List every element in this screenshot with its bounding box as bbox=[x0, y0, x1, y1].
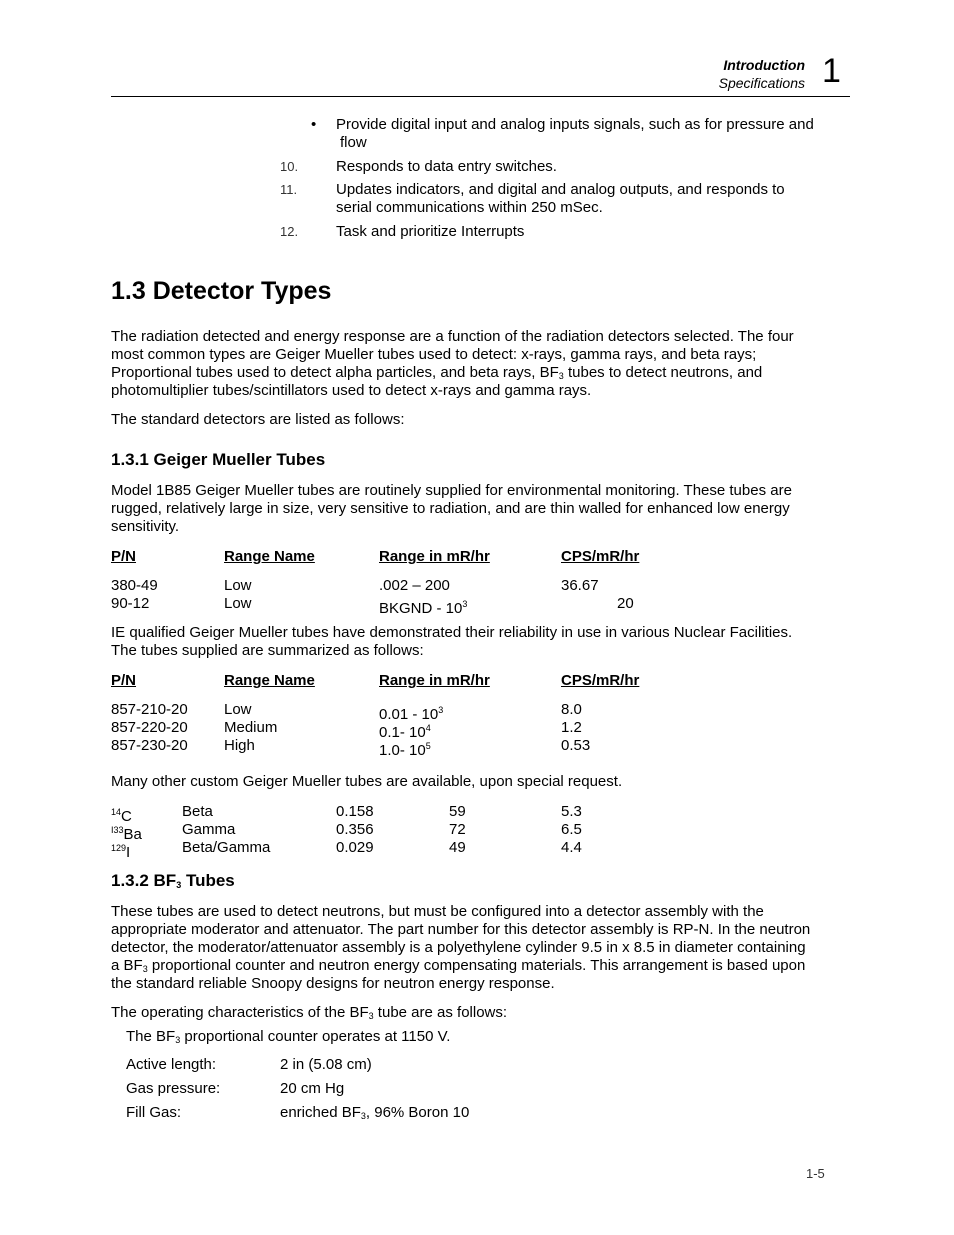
list-number-10: 10. bbox=[280, 159, 299, 174]
table1-cell-pn: 380-49 bbox=[111, 577, 158, 594]
table3-cell-type: Beta bbox=[182, 803, 213, 820]
table3-cell-type: Gamma bbox=[182, 821, 236, 838]
table2-cell-pn: 857-220-20 bbox=[111, 719, 188, 736]
table2-cell-range: 1.0- $10^5$ bbox=[379, 741, 431, 759]
table1-cell-range: BKGND - $10^3$ bbox=[379, 599, 468, 617]
table2-cell-cps: 8.0 bbox=[561, 701, 582, 718]
table1-cell-name: Low bbox=[224, 595, 252, 612]
table3-cell-v2: 72 bbox=[449, 821, 466, 838]
table2-cell-name: Low bbox=[224, 701, 252, 718]
header-title: Introduction bbox=[723, 57, 805, 73]
table1-header-range: Range in mR/hr bbox=[379, 548, 490, 565]
table3-cell-v2: 49 bbox=[449, 839, 466, 856]
section-title: 1.3 Detector Types bbox=[111, 277, 332, 305]
bullet-marker: • bbox=[311, 116, 317, 133]
header-subtitle: Specifications bbox=[718, 75, 805, 91]
table2-cell-cps: 0.53 bbox=[561, 737, 591, 754]
header-rule bbox=[111, 96, 850, 97]
ie-para-line2: The tubes supplied are summarized as follows: bbox=[111, 642, 424, 659]
table1-header-pn: P/N bbox=[111, 548, 137, 565]
ie-para-line1: IE qualified Geiger Mueller tubes have demonstrated their reliability in use in various Nuclear Facilities. bbox=[111, 624, 793, 641]
table1-header-cps: CPS/mR/hr bbox=[561, 548, 640, 565]
table2-header-range-name: Range Name bbox=[224, 672, 315, 689]
table3-cell-isotope: $^{I33}$Ba bbox=[111, 825, 142, 843]
list-number-11: 11. bbox=[280, 182, 298, 197]
list-bullet-line2: flow bbox=[340, 134, 367, 151]
bf3-section-title: 1.3.2 $BF_3$ Tubes bbox=[111, 871, 235, 890]
gm-para-line2: rugged, relatively large in size, very sensitive to radiation, and are thin walled for enhanced low energy bbox=[111, 500, 790, 517]
bf3-para-line5: the standard reliable Snoopy designs for neutron energy response. bbox=[111, 975, 555, 992]
table3-cell-v2: 59 bbox=[449, 803, 466, 820]
table3-cell-type: Beta/Gamma bbox=[182, 839, 271, 856]
spec-value: enriched $BF_3$, 96% Boron 10 bbox=[280, 1104, 470, 1121]
gm-para-line3: sensitivity. bbox=[111, 518, 180, 535]
standard-detectors-text: The standard detectors are listed as follows: bbox=[111, 411, 405, 428]
intro-line2: most common types are Geiger Mueller tubes used to detect: x-rays, gamma rays, and beta rays; bbox=[111, 346, 757, 363]
counter-voltage-text: The $BF_3$ proportional counter operates at 1150 V. bbox=[126, 1028, 451, 1045]
table2-cell-name: High bbox=[224, 737, 255, 754]
table3-cell-isotope: $^{14}$C bbox=[111, 807, 132, 825]
table1-cell-name: Low bbox=[224, 577, 252, 594]
table3-cell-v3: 5.3 bbox=[561, 803, 582, 820]
table2-cell-pn: 857-230-20 bbox=[111, 737, 188, 754]
table2-header-range: Range in mR/hr bbox=[379, 672, 490, 689]
table3-cell-v1: 0.356 bbox=[336, 821, 374, 838]
table3-cell-v1: 0.029 bbox=[336, 839, 374, 856]
intro-line3: Proportional tubes used to detect alpha particles, and beta rays, $BF_3$ tubes to detect neutrons, and bbox=[111, 364, 763, 381]
table2-cell-range: 0.1- $10^4$ bbox=[379, 723, 431, 741]
intro-line4: photomultiplier tubes/scintillators used to detect x-rays and gamma rays. bbox=[111, 382, 592, 399]
operating-characteristics-text: The operating characteristics of the $BF_3$ tube are as follows: bbox=[111, 1004, 508, 1021]
table3-cell-v3: 4.4 bbox=[561, 839, 582, 856]
spec-value: 20 cm Hg bbox=[280, 1080, 345, 1097]
list-item-10: Responds to data entry switches. bbox=[336, 158, 557, 175]
list-bullet-line1: Provide digital input and analog inputs signals, such as for pressure and bbox=[336, 116, 814, 133]
gm-para-line1: Model 1B85 Geiger Mueller tubes are routinely supplied for environmental monitoring. These tubes are bbox=[111, 482, 792, 499]
custom-tubes-text: Many other custom Geiger Mueller tubes are available, upon special request. bbox=[111, 773, 623, 790]
table3-cell-v3: 6.5 bbox=[561, 821, 582, 838]
table1-cell-cps: 36.67 bbox=[561, 577, 599, 594]
table2-cell-range: $0.01 - 10^3$ bbox=[379, 705, 444, 723]
list-item-12: Task and prioritize Interrupts bbox=[336, 223, 525, 240]
list-number-12: 12. bbox=[280, 224, 299, 239]
table2-cell-pn: 857-210-20 bbox=[111, 701, 188, 718]
bf3-para-line3: detector, the moderator/attenuator assembly is a polyethylene cylinder 9.5 in x 8.5 in diameter containing bbox=[111, 939, 806, 956]
spec-label: Gas pressure: bbox=[126, 1080, 221, 1097]
bf3-para-line2: appropriate moderator and attenuator. The part number for this detector assembly is RP-N. In the neutron bbox=[111, 921, 811, 938]
bf3-para-line4: a $BF_3$ proportional counter and neutron energy compensating materials. This arrangement is based upon bbox=[111, 957, 806, 974]
spec-label: Active length: bbox=[126, 1056, 217, 1073]
table2-cell-cps: 1.2 bbox=[561, 719, 582, 736]
table2-cell-name: Medium bbox=[224, 719, 278, 736]
spec-value: 2 in (5.08 cm) bbox=[280, 1056, 372, 1073]
page-number: 1-5 bbox=[806, 1166, 825, 1181]
intro-line1: The radiation detected and energy response are a function of the radiation detectors selected. The four bbox=[111, 328, 794, 345]
table1-header-range-name: Range Name bbox=[224, 548, 315, 565]
bf3-para-line1: These tubes are used to detect neutrons, but must be configured into a detector assembly with the bbox=[111, 903, 764, 920]
spec-label: Fill Gas: bbox=[126, 1104, 182, 1121]
list-item-11-line1: Updates indicators, and digital and analog outputs, and responds to bbox=[336, 181, 785, 198]
table3-cell-v1: 0.158 bbox=[336, 803, 374, 820]
table2-header-pn: P/N bbox=[111, 672, 137, 689]
list-item-11-line2: serial communications within 250 mSec. bbox=[336, 199, 603, 216]
chapter-number: 1 bbox=[822, 52, 841, 90]
table2-header-cps: CPS/mR/hr bbox=[561, 672, 640, 689]
table1-cell-cps: 20 bbox=[617, 595, 634, 612]
gm-section-title: 1.3.1 Geiger Mueller Tubes bbox=[111, 450, 326, 469]
table3-cell-isotope: $^{129}$I bbox=[111, 843, 131, 861]
table1-cell-pn: 90-12 bbox=[111, 595, 150, 612]
table1-cell-range: .002 – 200 bbox=[379, 577, 450, 594]
